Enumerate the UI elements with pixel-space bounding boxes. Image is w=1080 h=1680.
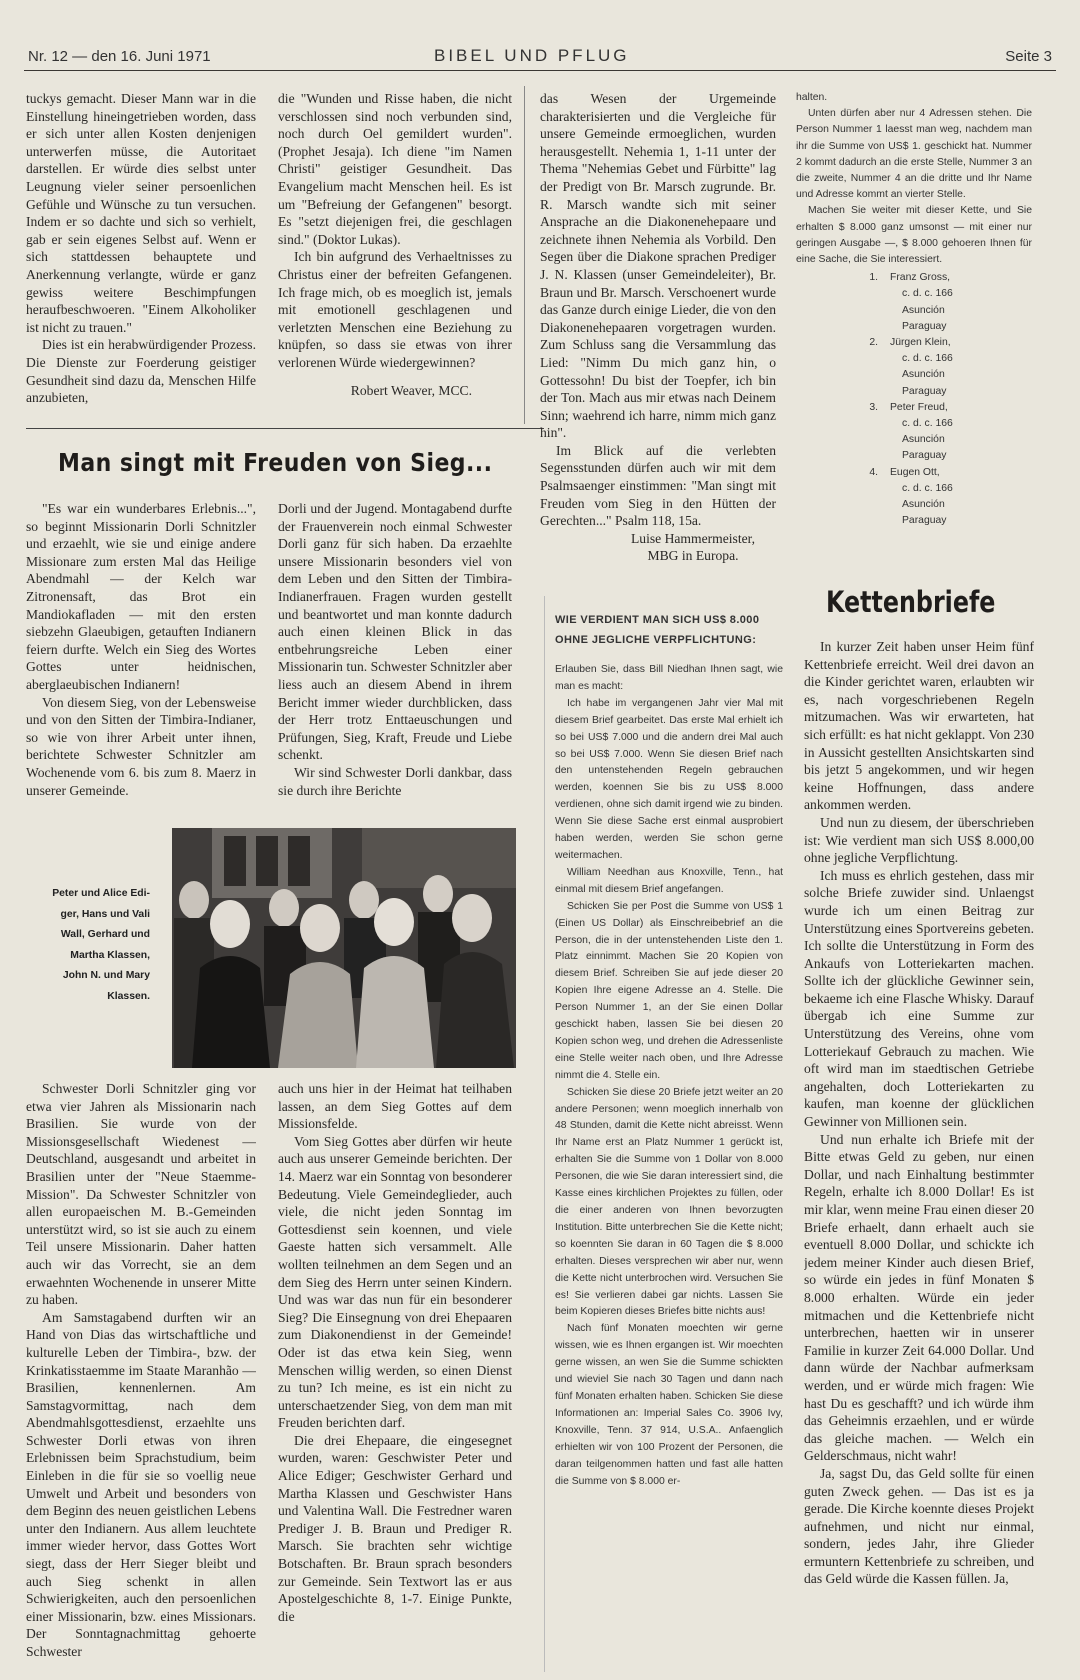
paragraph: Ich bin aufgrund des Verhaeltnisses zu Christus einer der befreiten Gefangenen. Ich frage mich, ob es moeglich ist, jemals mit emotionell geschlagenen und verletzten Menschen eine Beziehung zu knüpfen, so dass sie etwas von ihrer verlorenen Würde wiedergewinnen?: [278, 249, 512, 370]
paragraph: auch uns hier in der Heimat hat teilhaben lassen, an dem Sieg Gottes auf dem Missionsfelde.: [278, 1081, 512, 1132]
page-header: [24, 44, 1056, 71]
paragraph: Ja, sagst Du, das Geld sollte für einen guten Zweck gehen. — Das ist es ja gerade. Die Kirche koennte dieses Projekt aufnehmen, und nicht nur einmal, sondern, jedes Jahr, ihre Glieder ermuntern Kettenbriefe zu schreiben, und das Geld würde die Kassen füllen. Ja,: [804, 1465, 1034, 1587]
entry-line: Asunción: [902, 304, 945, 316]
caption-line: Wall, Gerhard und: [60, 929, 150, 940]
caption-line: ger, Hans und Vali: [60, 908, 150, 920]
article-top-col1: [26, 90, 256, 412]
entry-line: Asunción: [902, 434, 945, 446]
article-headline: Man singt mit Freuden von Sieg...: [58, 448, 493, 477]
caption-line: Klassen.: [107, 990, 150, 1002]
paragraph: Vom Sieg Gottes aber dürfen wir heute auch aus unserer Gemeinde berichten. Der 14. Maerz war ein Sonntag von besonderer Bedeutung. Viele Gemeindeglieder, auch viele, die nicht jeden Sonntag im Gottesdienst sein koennen, und viele Gaeste hatten sich versammelt. Alle wollten teilnehmen an dem Segen und an dem Sieg des Herrn unter seinen Kindern. Und was war das nun für ein besonderer Sieg? Die Einsegnung von drei Ehepaaren zum Diakonendienst in der Gemeinde! Oder ist das etwa kein Sieg, wenn Menschen willig werden, so einen Dienst zu tun? Ich meine, es ist ein nicht zu unterschaetzender Sieg, von dem man mit Freuden berichten darf.: [278, 1133, 512, 1431]
paragraph: Dies ist ein herabwürdigender Prozess. Die Dienste zur Foerderung geistiger Gesundheit sind dazu da, Menschen Hilfe anzubieten,: [26, 337, 256, 406]
entry-line: c. d. c. 166: [902, 353, 953, 365]
kettenbriefe-article: [804, 638, 1034, 1674]
column-divider: [524, 86, 525, 424]
chain-letter-box: [544, 596, 783, 1672]
entry-line: Paraguay: [902, 320, 947, 332]
entry-line: Asunción: [902, 369, 945, 381]
paragraph: tuckys gemacht. Dieser Mann war in die Einstellung hineingetrieben worden, dass er sich unter allen Kosten denjenigen unterwerfen müsse, die Autoritaet darstellen. Er würde dies selbst unter Leugnung vieler seiner persoenlichen Gefühle und Wünsche zu tun versuchen. Indem er so dachte und sich so verhielt, gab er sein eigenes Selbst auf. Wenn er sich stattdessen behauptete und Anerkennung verlangte, würde er ganz gewiss weitere Beschimpfungen heraufbeschwoeren. "Einem Alkoholiker ist nicht zu trauen.": [26, 91, 256, 335]
box-paragraph: Schicken Sie diese 20 Briefe jetzt weiter an 20 andere Personen; wenn moeglich innerhalb von 48 Stunden, damit die Kette nicht abreisst. Wenn Ihr Name erst an Platz Nummer 1 gerückt ist, erhalten Sie die Summe von 1 Dollar von 8.000 Personen, die wie Sie daran interessiert sind, die Kasse eines kirchlichen Projektes zu füllen, oder die einer anderen von Ihnen bevorzugten Institution. Bitte unterbrechen Sie die Kette nicht; so koennten Sie daran in 60 Tagen die $ 8.000 erhalten. Dieses versprechen wir aber nur, wenn die Kette nicht unterbrochen wird. Versuchen Sie es! Sie verlieren dabei gar nichts. Lassen Sie beim Kopieren dieses Briefes bitte nichts aus!: [555, 1086, 783, 1318]
entry-line: c. d. c. 166: [902, 482, 953, 494]
address-entry: [796, 400, 1032, 465]
story-col2: [278, 500, 512, 818]
box-paragraph: Schicken Sie per Post die Summe von US$ 1 (Einen US Dollar) als Einschreibebrief an die Person, die in der untenstehenden Liste den 1. Platz einnimmt. Machen Sie 20 Kopien von diesem Brief. Schreiben Sie auf jede dieser 20 Kopien Ihre eigene Adresse an 4. Stelle. Die Person Nummer 1, an der Sie einen Dollar geschickt haben, lassen Sie bei diesen 20 Kopien schon weg, und drehen die Adressenliste eine Stelle weiter nach oben, und Ihre Adresse nimmt die 4. Stelle ein.: [555, 900, 783, 1081]
entry-line: Eugen Ott,: [890, 466, 940, 478]
address-entry: [796, 465, 1032, 530]
entry-line: Paraguay: [902, 450, 947, 462]
entry-number: 1.: [869, 272, 878, 284]
box-paragraph: Ich habe im vergangenen Jahr vier Mal mit diesem Brief gearbeitet. Das erste Mal erhielt ich so bei US$ 7.000 und die andern drei Mal auch so bei US$ 7.000. Wenn Sie diesen Brief nach den untenstehenden Regeln gebrauchen werden, koennen Sie bis zu US$ 8.000 verdienen, ohne sich damit irgend wie zu binden. Wenn Sie diese Sache erst einmal ausprobiert haben werden, werden Sie schon gerne weitermachen.: [555, 697, 783, 861]
story-col1: [26, 500, 256, 818]
paragraph: Im Blick auf die verlebten Segensstunden dürfen auch wir mit dem Psalmsaenger einstimmen: "Man singt mit Freuden vom Sieg in den Hütten der Gerechten..." Psalm 118, 15a.: [540, 442, 776, 529]
address-entry: [796, 335, 1032, 400]
addr-paragraph: Unten dürfen aber nur 4 Adressen stehen. Die Person Nummer 1 laesst man weg, nachdem man ihr die Summe von US$ 1. geschickt hat. Nummer 2 kommt dadurch an die erste Stelle, Nummer 3 an die zweite, Nummer 4 an die dritte und Ihr Name und Adresse kommt an vierter Stelle.: [796, 108, 1032, 201]
paragraph: Von diesem Sieg, von der Lebensweise und von den Sitten der Timbira-Indianer, so wie von ihrer Arbeit unter ihnen, berichtete Schwester Schnitzler am Wochenende vom 6. bis zum 8. Maerz in unserer Gemeinde.: [26, 694, 256, 798]
story-col2-bottom: [278, 1080, 512, 1674]
article-top-col2: [278, 90, 512, 412]
box-paragraph: Nach fünf Monaten moechten wir gerne wissen, wie es Ihnen ergangen ist. Wir moechten gerne wissen, an wen Sie die Summe schickten und wieviel Sie nach 30 Tagen und dann nach fünf Monaten erhalten haben. Schicken Sie diese Informationen an: Imperial Sales Co. 3906 Ivy, Knoxville, Tenn. 37 914, U.S.A.. Anfaenglich erhielten wir von 100 Prozent der Personen, die daran teilgenommen hatten und fast alle hatten die Summe von $ 8.000 er-: [555, 1323, 783, 1487]
box-heading: WIE VERDIENT MAN SICH US$ 8.000 OHNE JEGLICHE VERPFLICHTUNG:: [555, 614, 760, 646]
caption-line: Peter und Alice Edi-: [52, 888, 150, 899]
paragraph: die "Wunden und Risse haben, die nicht verschlossen sind noch verbunden sind, noch durch Oel gemildert wurden". (Prophet Jesaja). Ich diene "im Namen Christi" geistiger Gesundheit. Das Evangelium macht Menschen heil. Es ist um "Befreiung der Gefangenen" besorgt. Es "setzt diejenigen frei, die geschlagen sind." (Doktor Lukas).: [278, 91, 512, 247]
entry-number: 2.: [869, 337, 878, 349]
entry-line: Franz Gross,: [890, 272, 951, 284]
section-divider: [26, 428, 544, 429]
paragraph: Dorli und der Jugend. Montagabend durfte der Frauenverein noch einmal Schwester Dorli ganz für sich haben. Da erzaehlte unsere Missionarin besonders viel von dem Leben und den Sitten der Timbira-Indianerfrauen. Fragen wurden gestellt und beantwortet und man konnte dadurch auch einen kleinen Blick in das entbehrungsreiche Leben einer Missionarin tun. Schwester Schnitzler aber liess auch an diesem Abend in ihrem Bericht immer wieder durchblicken, dass der Herr trotz Enttaeuschungen und Prüfungen, Sieg, Kraft, Freude und Liebe schenkt.: [278, 501, 512, 763]
group-photo: [172, 828, 516, 1068]
entry-line: c. d. c. 166: [902, 418, 953, 430]
issue-date: Nr. 12 — den 16. Juni 1971: [28, 48, 211, 65]
story-col3: [540, 90, 776, 590]
paragraph: das Wesen der Urgemeinde charakterisierten und die Vergleiche für unsere Gemeinde ermoeglichen, wurden herausgestellt. Nehemia 1, 1-11 unter der Thema "Nehemias Gebet und Fürbitte" lag der Predigt von Br. Marsch zugrunde. Br. R. Marsch wandte sich mit seiner Ansprache an die Diakonenehepaare und zeichnete ihnen Nehemia als Vorbild. Den Segen über die Diakone sprachen Prediger J. N. Klassen (unser Gemeindeleiter), Br. Braun und Br. Marsch. Verschoenert wurde das Ganze durch einige Lieder, die von den Diakonenehepaaren vorgetragen wurden. Zum Schluss sang die Versammlung das Lied: "Nimm Du mich ganz hin, o Gottessohn! Du bist der Toepfer, ich bin der Ton. Mach aus mir etwas nach Deinem Sinn; waehrend ich harre, nimm mich ganz hin".: [540, 91, 776, 441]
entry-number: 3.: [869, 401, 878, 413]
entry-number: 4.: [869, 466, 878, 478]
page-number: Seite 3: [1005, 48, 1052, 65]
entry-line: Paraguay: [902, 515, 947, 527]
story-col1-bottom: [26, 1080, 256, 1674]
entry-line: c. d. c. 166: [902, 288, 953, 300]
caption-line: John N. und Mary: [62, 970, 150, 981]
paragraph: Und nun zu diesem, der überschrieben ist: Wie verdient man sich US$ 8.000,00 ohne jegliche Verpflichtung.: [804, 814, 1034, 866]
paragraph: Ich muss es ehrlich gestehen, dass mir solche Briefe zuwider sind. Unlaengst wurde ich um einen Beitrag zur Unterstützung eines Sportvereins gebeten. Ich sollte die Unterstützung in Form des Ankaufs von Lotteriekarten machen. Sollte ich der glückliche Gewinner sein, bekaeme ich eine Flasche Whisky. Darauf übergab ich eine Summe zur Unterstützung des Vereins, ohne vom Lotteriekauf Gebrauch zu machen. Wie oft wird man im staedtischen Getriebe angehalten, doch Lotteriekarten zu kaufen, man koenne der glücklichen Gewinner von Millionen sein.: [804, 867, 1034, 1130]
paragraph: Schwester Dorli Schnitzler ging vor etwa vier Jahren als Missionarin nach Brasilien. Sie wurde von der Missionsgesellschaft Wiedenest — Deutschland, ausgesandt und arbeitet in Brasilien unter der "Neue Staemme-Mission". Da Schwester Schnitzler von allen europaeischen M. B.-Gemeinden unterstützt wird, so ist sie auch zu einem Teil unsere Missionarin. Daher hatten auch wir das Vorrecht, sie an dem erwaehnten Wochenende in unserer Mitte zu haben.: [26, 1081, 256, 1308]
author-signature: Luise Hammermeister,: [630, 530, 756, 546]
paragraph: Und nun erhalte ich Briefe mit der Bitte etwas Geld zu geben, nur einen Dollar, und nach Einhaltung bestimmter Regeln, erhalte ich 8.000 Dollar! Es ist mir klar, wenn meine Frau einen dieser 20 Briefe erhaelt, dann erhaelt auch sie eventuell 8.000 Dollar, und schickte ich jedem meiner Kinder auch diesen Brief, so würde ein jedes in fünf Monaten $ 8.000 erhalten. Würde ein jeder mitmachen und die Kettenbriefe nicht unterbrechen, haetten wir in unserer Familie in kurzer Zeit 64.000 Dollar. Und dann würde der Nachbar aufmerksam werden, und er würde mich fragen: Wie hast Du es geschafft? und ich würde ihm das Geheimnis erzaehlen, und er würde das gleiche machen. — Welch ein Gelderschmaus, nicht wahr!: [804, 1131, 1034, 1464]
photo-caption: [26, 884, 150, 1007]
author-affiliation: MBG in Europa.: [647, 548, 739, 564]
entry-line: Jürgen Klein,: [890, 337, 951, 349]
paragraph: Am Samstagabend durften wir an Hand von Dias das wirtschaftliche und kulturelle Leben der Timbira-, bzw. der Krinkatisstaemme im Staate Maranhão — Brasilien, kennenlernen. Am Samstagvormittag, nach dem Abendmahlsgottesdienst, erzaehlte uns Schwester Dorli etwas von ihren Erlebnissen beim Sprachstudium, beim Einleben in die für sie so voellig neue Umwelt und Arbeit und besonders von dem Beginn des neuen geistlichen Lebens unter den Indianern. Aus allem leuchtete immer wieder hervor, dass Gottes Wort siegt, dass der Herr Sieger bleibt und auch Sieg schenkt in allen Schwierigkeiten, auch den persoenlichen einer Missionarin, bzw. eines Missionars. Der Sonntagnachmittag gehoerte Schwester: [26, 1309, 256, 1659]
caption-line: Martha Klassen,: [70, 949, 150, 961]
kettenbriefe-headline: Kettenbriefe: [826, 585, 996, 619]
entry-line: Paraguay: [902, 385, 947, 397]
paragraph: Wir sind Schwester Dorli dankbar, dass sie durch ihre Berichte: [278, 764, 512, 798]
paragraph: Die drei Ehepaare, die eingesegnet wurden, waren: Geschwister Peter und Alice Ediger; Geschwister Gerhard und Martha Klassen und Geschwister Hans und Valentina Wall. Die Festredner waren Prediger J. B. Braun und Prediger R. Marsch. Sie brachten sehr wichtige Botschaften. Br. Braun sprach besonders zur Gemeinde. Sein Textwort las er aus Apostelgeschichte 8, 1-7. Einige Punkte, die: [278, 1432, 512, 1624]
paragraph: In kurzer Zeit haben unser Heim fünf Kettenbriefe erreicht. Weil drei davon an die Kinder gerichtet waren, erlaubten wir es, nach vorgeschriebenen Regeln mitzumachen. Was wir erwarteten, hat sich erfüllt: es hat nicht geklappt. Von 230 in Aussicht gestellten Ansichtskarten sind bis jetzt 5 angekommen, und wir hegen keine Hoffnungen, dass andere ankommen werden.: [804, 639, 1034, 813]
entry-line: Asunción: [902, 499, 945, 511]
entry-line: Peter Freud,: [890, 401, 948, 413]
address-list: [796, 270, 1032, 529]
group-photo-image: [172, 828, 516, 1068]
box-paragraph: William Needhan aus Knoxville, Tenn., hat einmal mit diesem Brief angefangen.: [555, 866, 783, 895]
address-list-section: [796, 90, 1032, 529]
paragraph: "Es war ein wunderbares Erlebnis...", so beginnt Missionarin Dorli Schnitzler und erzaehlt, wie sie und einige andere Missionare zum ersten Mal das Heilige Abendmahl — der Kelch war Zitronensaft, das Brot ein Mandiokafladen — mit den ersten siebzehn Glaeubigen, getauften Indianern feiern durfte. Welch ein Sieg des Wortes Gottes unter heidnischen, aberglaeubischen Indianern!: [26, 501, 256, 692]
address-entry: [796, 270, 1032, 335]
masthead-title: BIBEL UND PFLUG: [434, 46, 630, 65]
author-signature: Robert Weaver, MCC.: [350, 382, 472, 398]
box-paragraph: Erlauben Sie, dass Bill Niedhan Ihnen sagt, wie man es macht:: [555, 664, 783, 692]
addr-paragraph: halten.: [796, 92, 828, 103]
addr-paragraph: Machen Sie weiter mit dieser Kette, und Sie erhalten $ 8.000 ganz umsonst — mit einer nur geringen Ausgabe —, $ 8.000 gehoeren Ihnen für eine Sache, die Sie interessiert.: [796, 205, 1032, 266]
